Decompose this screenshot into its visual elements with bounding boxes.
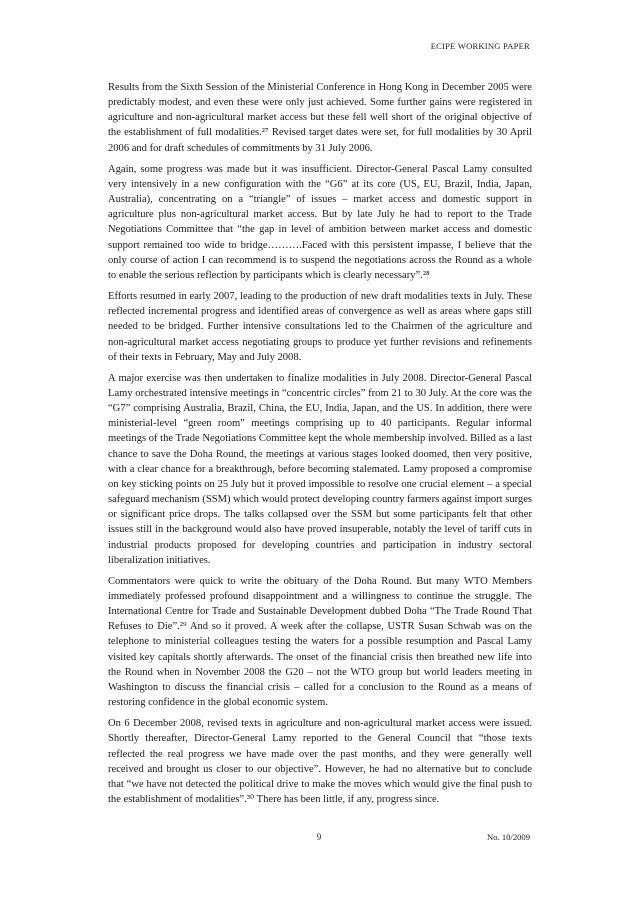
paragraph: On 6 December 2008, revised texts in agriculture and non-agricultural market access were issued. Shortly thereafter, Director-General Lamy reported to the General Council that “those texts reflected the real progress we have made over the past months, and they were generally well received and brought us closer to our objective”. However, he had no alternative but to conclude that “we have not detected the political drive to make the moves which would give the final push to the establishment of modalities”.³⁰ There has been little, if any, progress since. bbox=[108, 718, 532, 806]
paragraph: Again, some progress was made but it was insufficient. Director-General Pascal Lamy consulted very intensively in a new configuration with the “G6” at its core (US, EU, Brazil, India, Japan, Australia), concentrating on a “triangle” of issues – market access and domestic support in agriculture plus non-agricultural market access. But by late July he had to report to the Trade Negotiations Committee that “the gap in level of ambition between market access and domestic support remained too wide to bridge……….Faced with this persistent impasse, I believe that the only course of action I can recommend is to suspend the negotiations across the Round as a whole to enable the serious reflection by participants which is clearly necessary”.²⁸ bbox=[108, 163, 532, 281]
page-number: 9 bbox=[316, 832, 322, 842]
paragraph: A major exercise was then undertaken to finalize modalities in July 2008. Director-General Pascal Lamy orchestrated intensive meetings in “concentric circles” from 21 to 30 July. At the core was the “G7” comprising Australia, Brazil, China, the EU, India, Japan, and the US. In addition, there were ministerial-level “green room” meetings comprising up to 40 participants. Regular informal meetings of the Trade Negotiations Committee kept the whole membership involved. Billed as a last chance to save the Doha Round, the meetings at various stages looked doomed, then very positive, with a clear chance for a breakthrough, before becoming stalemated. Lamy proposed a compromise on key sticking points on 25 July but it proved impossible to resolve one crucial element – a special safeguard mechanism (SSM) which would protect developing country farmers against import surges or significant price drops. The talks collapsed over the SSM but some participants felt that other issues still in the background would also have proved insuperable, notably the level of tariff cuts in industrial products proposed for developing countries and participation in industry sectoral liberalization initiatives. bbox=[108, 372, 532, 566]
issue-number: No. 10/2009 bbox=[487, 832, 530, 842]
paragraph: Results from the Sixth Session of the Ministerial Conference in Hong Kong in December 2005 were predictably modest, and even these were only just achieved. Some further gains were registered in agriculture and non-agricultural market access but these fell well short of the original objective of the establishment of full modalities.²⁷ Revised target dates were set, for full modalities by 30 April 2006 and for draft schedules of commitments by 31 July 2006. bbox=[108, 82, 532, 154]
paragraph: Commentators were quick to write the obituary of the Doha Round. But many WTO Members immediately professed profound disappointment and a willingness to continue the struggle. The International Centre for Trade and Sustainable Development dubbed Doha “The Trade Round That Refuses to Die”.²⁹ And so it proved. A week after the collapse, USTR Susan Schwab was on the telephone to ministerial colleagues testing the waters for a possible resumption and Pascal Lamy visited key capitals shortly afterwards. The onset of the financial crisis then breathed new life into the Round when in November 2008 the G20 – not the WTO group but world leaders meeting in Washington to discuss the financial crisis – called for a conclusion to the Round as a means of restoring confidence in the global economic system. bbox=[108, 575, 532, 709]
body-text bbox=[108, 80, 532, 813]
running-header: ECIPE WORKING PAPER bbox=[430, 41, 530, 51]
paragraph: Efforts resumed in early 2007, leading to the production of new draft modalities texts in July. These reflected incremental progress and identified areas of convergence as well as areas where gaps still needed to be bridged. Further intensive consultations led to the Chairmen of the agriculture and non-agricultural market access negotiating groups to produce yet further revisions and refinements of their texts in February, May and July 2008. bbox=[108, 291, 532, 363]
